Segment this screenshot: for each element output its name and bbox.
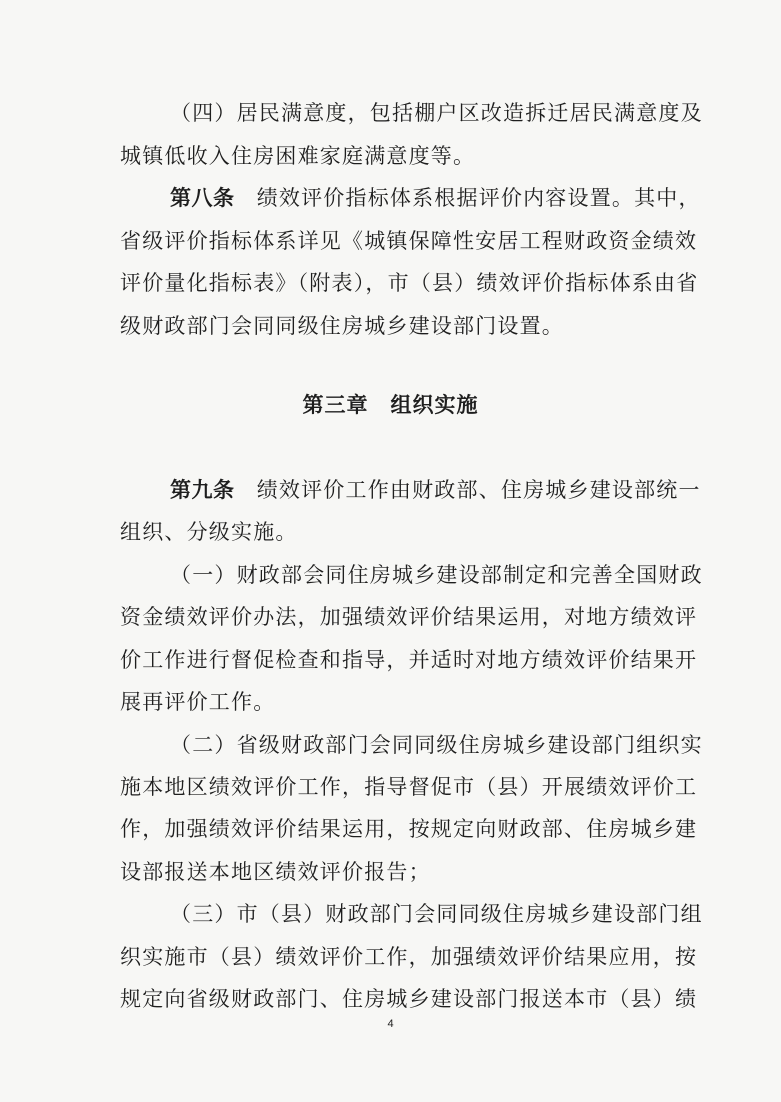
- text-fragment: 绩效评价工作由财政部、住房城乡建设部统一: [256, 478, 701, 502]
- text-line: 价工作进行督促检查和指导，并适时对地方绩效评价结果开: [120, 648, 698, 672]
- text-line: （一）财政部会同住房城乡建设部制定和完善全国财政: [170, 563, 703, 587]
- text-fragment: [235, 478, 257, 502]
- article-label: 第八条: [170, 186, 235, 210]
- text-line: （三）市（县）财政部门会同同级住房城乡建设部门组: [170, 902, 703, 926]
- article-9-line: [170, 475, 701, 505]
- text-line: 省级评价指标体系详见《城镇保障性安居工程财政资金绩效: [120, 229, 698, 253]
- text-line: 施本地区绩效评价工作，指导督促市（县）开展绩效评价工: [120, 775, 698, 799]
- chapter-title: 第三章 组织实施: [302, 393, 479, 417]
- article-label: 第九条: [170, 478, 235, 502]
- text-line: 资金绩效评价办法，加强绩效评价结果运用，对地方绩效评: [120, 605, 698, 629]
- page-number: 4: [387, 1018, 394, 1030]
- text-line: 设部报送本地区绩效评价报告；: [120, 860, 431, 884]
- text-line: 规定向省级财政部门、住房城乡建设部门报送本市（县）绩: [120, 987, 698, 1011]
- text-line: 织实施市（县）绩效评价工作，加强绩效评价结果应用，按: [120, 945, 698, 969]
- text-line: （二）省级财政部门会同同级住房城乡建设部门组织实: [170, 733, 703, 757]
- article-8-line: [170, 183, 701, 213]
- text-fragment: 绩效评价指标体系根据评价内容设置。其中，: [256, 186, 701, 210]
- text-line: 展再评价工作。: [120, 690, 276, 714]
- text-line: （四）居民满意度，包括棚户区改造拆迁居民满意度及: [170, 101, 703, 125]
- text-line: 级财政部门会同同级住房城乡建设部门设置。: [120, 314, 564, 338]
- text-line: 组织、分级实施。: [120, 520, 298, 544]
- text-line: 作，加强绩效评价结果运用，按规定向财政部、住房城乡建: [120, 817, 698, 841]
- text-line: 城镇低收入住房困难家庭满意度等。: [120, 144, 476, 168]
- text-line: 评价量化指标表》（附表），市（县）绩效评价指标体系由省: [120, 271, 699, 295]
- text-fragment: [235, 186, 257, 210]
